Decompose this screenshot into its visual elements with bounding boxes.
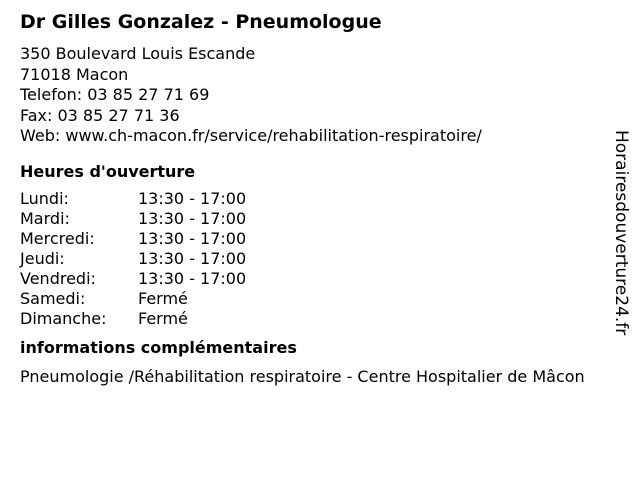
day-hours: 13:30 - 17:00 bbox=[138, 188, 247, 208]
hours-row-sunday bbox=[20, 309, 246, 329]
day-hours: 13:30 - 17:00 bbox=[138, 248, 247, 268]
hours-heading: Heures d'ouverture bbox=[20, 161, 196, 181]
address-city: 71018 Macon bbox=[20, 64, 129, 84]
day-hours: 13:30 - 17:00 bbox=[138, 228, 247, 248]
hours-row-tuesday bbox=[20, 209, 246, 229]
site-watermark: Horairesdouverture24.fr bbox=[611, 130, 631, 336]
website-line bbox=[20, 126, 610, 147]
day-label: Lundi: bbox=[20, 188, 69, 208]
day-hours: Fermé bbox=[138, 288, 188, 308]
hours-row-thursday bbox=[20, 249, 246, 269]
day-label: Jeudi: bbox=[20, 248, 65, 268]
hours-row-monday bbox=[20, 189, 246, 209]
info-heading: informations complémentaires bbox=[20, 337, 297, 357]
day-hours: 13:30 - 17:00 bbox=[138, 208, 247, 228]
day-label: Mercredi: bbox=[20, 228, 95, 248]
page-title: Dr Gilles Gonzalez - Pneumologue bbox=[20, 11, 382, 33]
fax-number: Fax: 03 85 27 71 36 bbox=[20, 105, 180, 125]
address-block bbox=[20, 44, 610, 147]
day-label: Vendredi: bbox=[20, 268, 96, 288]
day-hours: 13:30 - 17:00 bbox=[138, 268, 247, 288]
website-label: Web: bbox=[20, 126, 66, 145]
hours-table bbox=[20, 189, 246, 329]
hours-row-saturday bbox=[20, 289, 246, 309]
info-text: Pneumologie /Réhabilitation respiratoire - Centre Hospitalier de Mâcon bbox=[20, 366, 585, 386]
website-link[interactable]: www.ch-macon.fr/service/rehabilitation-respiratoire/ bbox=[65, 126, 482, 145]
day-label: Samedi: bbox=[20, 288, 86, 308]
hours-row-wednesday bbox=[20, 229, 246, 249]
address-street: 350 Boulevard Louis Escande bbox=[20, 44, 256, 63]
phone-number: Telefon: 03 85 27 71 69 bbox=[20, 85, 210, 104]
day-hours: Fermé bbox=[138, 308, 188, 328]
day-label: Dimanche: bbox=[20, 308, 107, 328]
day-label: Mardi: bbox=[20, 208, 70, 228]
hours-row-friday bbox=[20, 269, 246, 289]
business-card bbox=[20, 8, 610, 387]
